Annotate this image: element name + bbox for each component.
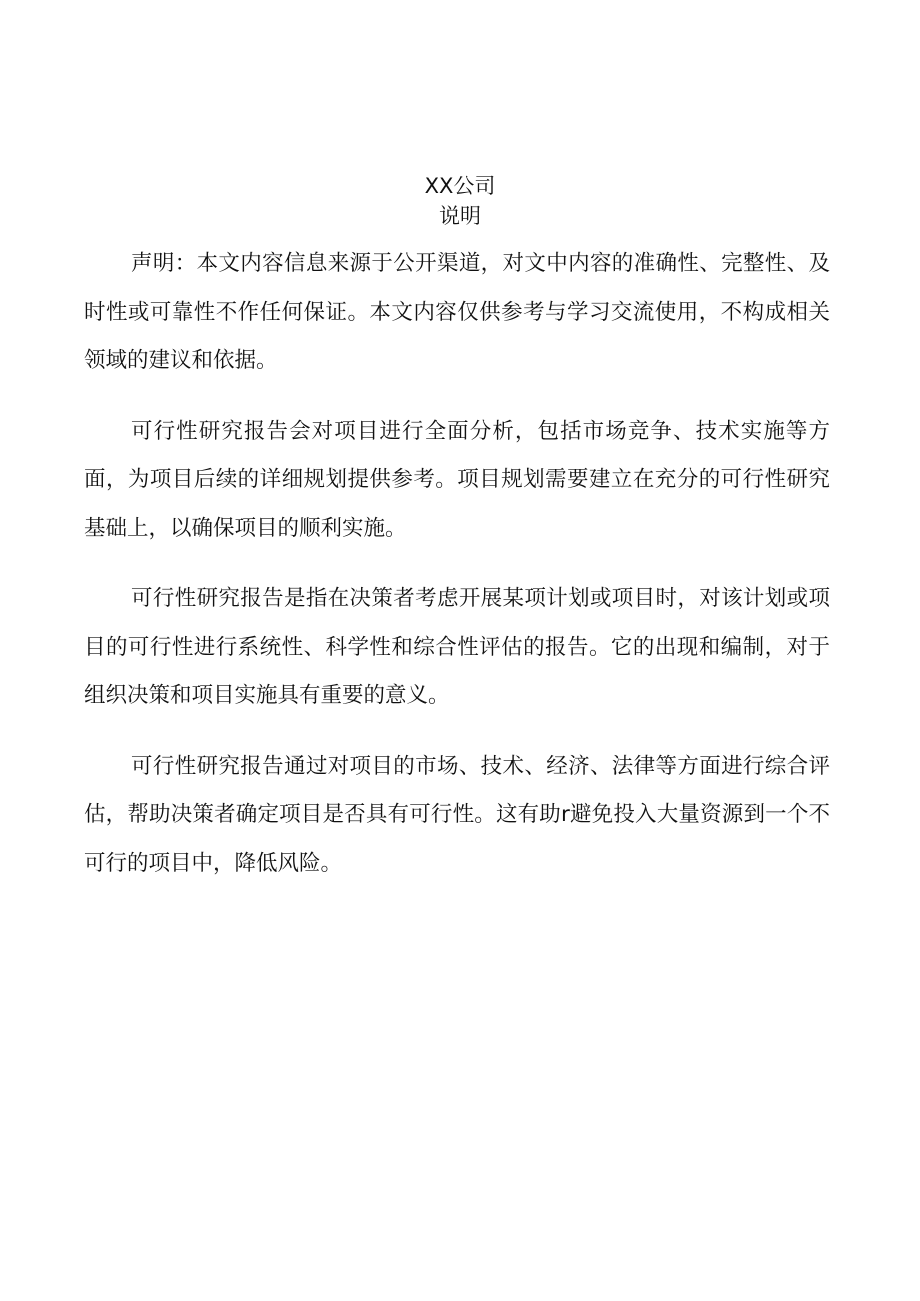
document-header: [0, 172, 920, 230]
document-body: [84, 240, 830, 910]
company-name: XX公司: [424, 174, 496, 198]
paragraph-2: 可行性研究报告会对项目进行全面分析，包括市场竞争、技术实施等方面，为项目后续的详细规划提供参考。项目规划需要建立在充分的可行性研究基础上，以确保项目的顺利实施。: [84, 418, 830, 541]
document-subtitle: 说明: [439, 204, 481, 228]
paragraph-3: 可行性研究报告是指在决策者考虑开展某项计划或项目时，对该计划或项目的可行性进行系统性、科学性和综合性评估的报告。它的出现和编制，对于组织决策和项目实施具有重要的意义。: [84, 586, 830, 708]
paragraph-disclaimer: 声明：本文内容信息来源于公开渠道，对文中内容的准确性、完整性、及时性或可靠性不作任何保证。本文内容仅供参考与学习交流使用，不构成相关领域的建议和依据。: [84, 251, 830, 373]
paragraph-4: 可行性研究报告通过对项目的市场、技术、经济、法律等方面进行综合评估，帮助决策者确定项目是否具有可行性。这有助r避免投入大量资源到一个不可行的项目中，降低风险。: [84, 753, 830, 876]
